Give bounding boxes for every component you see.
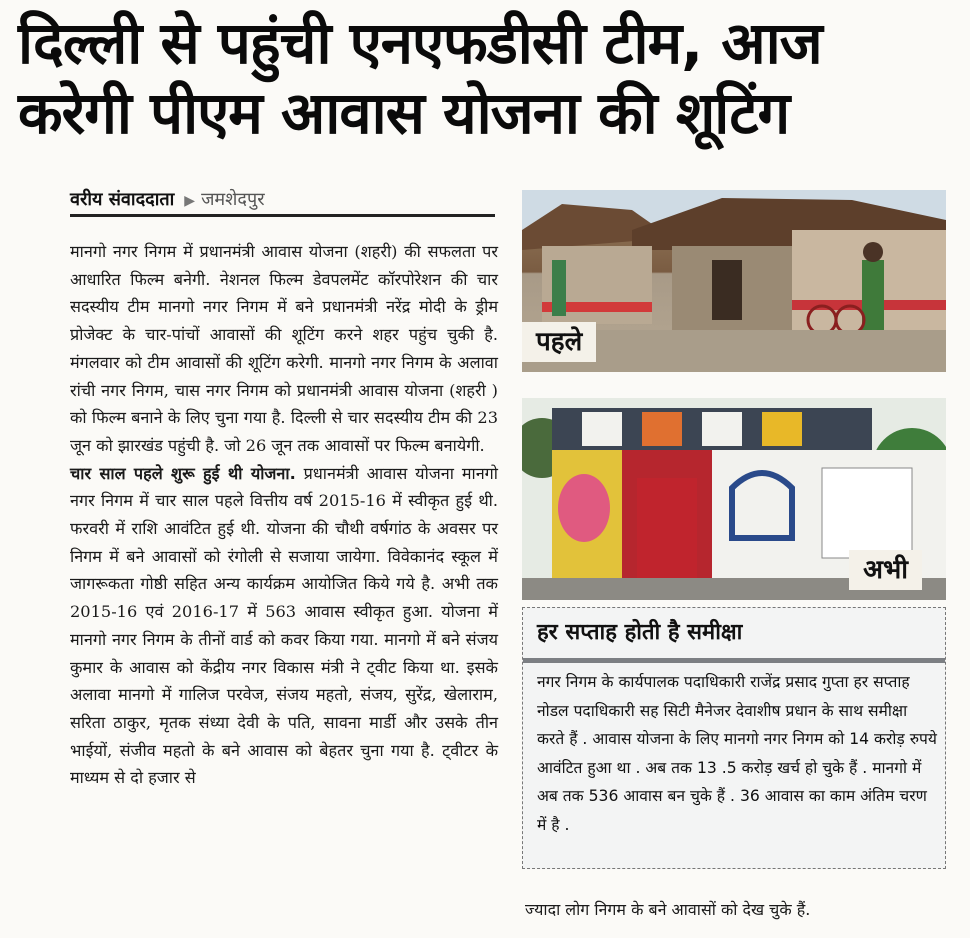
photo-after-label: अभी [849, 550, 922, 590]
photo-after [522, 398, 946, 600]
headline-line-1: दिल्ली से पहुंची एनएफडीसी टीम, आज [18, 9, 822, 77]
sidebar-box [522, 607, 946, 869]
photo-before [522, 190, 946, 372]
headline-line-2: करेगी पीएम आवास योजना की शूटिंग [18, 79, 790, 147]
byline-author: वरीय संवाददाता [70, 189, 175, 210]
sidebar-text: नगर निगम के कार्यपालक पदाधिकारी राजेंद्र प्रसाद गुप्ता हर सप्ताह नोडल पदाधिकारी सह सिटी मैनेजर देवाशीष प्रधान के साथ समीक्षा करते हैं . आवास योजना के लिए मानगो नगर निगम को 14 करोड़ रुपये आवंटित हुआ था . अब तक 13 .5 करोड़ खर्च हो चुके हैं . मानगो में अब तक 536 आवास बन चुके हैं . 36 आवास का काम अंतिम चरण में है . [537, 673, 937, 834]
article-subhead: चार साल पहले शुरू हुई थी योजना. [70, 463, 296, 483]
article-paragraph-2-text: प्रधानमंत्री आवास योजना मानगो नगर निगम में चार साल पहले वित्तीय वर्ष 2015-16 में स्वीकृत हुई थी. फरवरी में राशि आवंटित हुई थी. योजना की चौथी वर्षगांठ के अवसर पर निगम में बने आवासों को रंगोली से सजाया जायेगा. विवेकानंद स्कूल में जागरूकता गोष्ठी सहित अन्य कार्यक्रम आयोजित किये गये है. अभी तक 2015-16 एवं 2016-17 में 563 आवास स्वीकृत हुआ. योजना में मानगो नगर निगम के तीनों वार्ड को कवर किया गया. मानगो में बने संजय कुमार के आवास को केंद्रीय नगर विकास मंत्री ने ट्वीट किया था. इसके अलावा मानगो में गालिज परवेज, संजय महतो, संजय, सुरेंद्र, खेलाराम, सरिता ठाकुर, मृतक संध्या देवी के पति, सावना मार्डी और उसके तीन भाईयों, संजीव महतो के बने आवास को बेहतर चुना गया है. ट्वीटर के माध्यम से दो हजार से [70, 463, 498, 788]
sidebar-title: हर सप्ताह होती है समीक्षा [537, 620, 743, 645]
byline-place: जमशेदपुर [201, 189, 265, 210]
triangle-right-icon: ▶ [184, 193, 196, 209]
photo-before-label: पहले [522, 322, 596, 362]
sidebar-divider [523, 658, 945, 663]
article-body [70, 238, 498, 792]
continuation-text: ज्यादा लोग निगम के बने आवासों को देख चुके हैं. [525, 900, 811, 919]
headline [18, 8, 958, 148]
article-paragraph-1: मानगो नगर निगम में प्रधानमंत्री आवास योजना (शहरी) की सफलता पर आधारित फिल्म बनेगी. नेशनल फिल्म डेवपलमेंट कॉरपोरेशन की चार सदस्यीय टीम मानगो नगर निगम में बने प्रधानमंत्री नरेंद्र मोदी के ड्रीम प्रोजेक्ट के चार-पांचों आवासों की शूटिंग करने शहर पहुंच चुकी है. मंगलवार को टीम आवासों की शूटिंग करेगी. मानगो नगर निगम के अलावा रांची नगर निगम, चास नगर निगम को प्रधानमंत्री आवास योजना (शहरी ) को फिल्म बनाने के लिए चुना गया है. दिल्ली से चार सदस्यीय टीम की 23 जून को झारखंड पहुंची है. जो 26 जून तक आवासों पर फिल्म बनायेगी. [70, 242, 498, 455]
article-paragraph-2 [70, 460, 498, 792]
byline [70, 186, 495, 217]
